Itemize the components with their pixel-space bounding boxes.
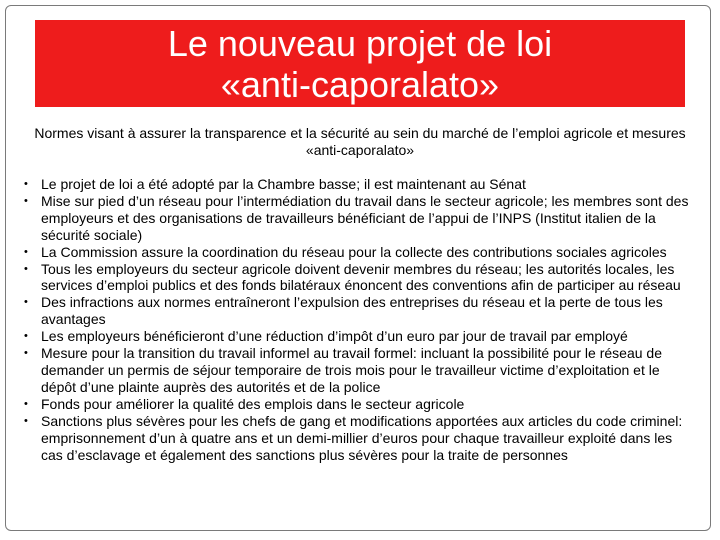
bullet-text: Mesure pour la transition du travail informel au travail formel: incluant la possibilité pour le réseau de demander un permis de séjour temporaire de trois mois pour le travailleur victime d’exploitation et le dépôt d’une plainte auprès des autorités et de la police	[41, 345, 662, 395]
bullet-dot: •	[24, 245, 28, 258]
bullet-item	[24, 261, 696, 295]
bullet-dot: •	[24, 347, 28, 360]
bullet-text: Tous les employeurs du secteur agricole doivent devenir membres du réseau; les autorités locales, les services d’emploi publics et des fonds bilatéraux énoncent des conventions afin de participer au réseau	[41, 260, 681, 294]
bullet-list	[24, 176, 696, 463]
bullet-item	[24, 328, 696, 345]
bullet-dot: •	[24, 296, 28, 309]
bullet-item	[24, 396, 696, 413]
bullet-text: Des infractions aux normes entraîneront l’expulsion des entreprises du réseau et la perte de tous les avantages	[41, 294, 663, 328]
bullet-text: Les employeurs bénéficieront d’une réduction d’impôt d’un euro par jour de travail par employé	[41, 328, 628, 345]
bullet-text: Mise sur pied d’un réseau pour l’intermédiation du travail dans le secteur agricole; les membres sont des employeurs et des organisations de travailleurs bénéficiant de l’appui de l’INPS (Institut italien de la sécurité sociale)	[41, 192, 689, 243]
bullet-text: Fonds pour améliorer la qualité des emplois dans le secteur agricole	[41, 395, 465, 412]
bullet-dot: •	[24, 330, 28, 343]
bullet-text: La Commission assure la coordination du réseau pour la collecte des contributions sociales agricoles	[41, 243, 667, 260]
bullet-item	[24, 176, 696, 193]
bullet-item	[24, 413, 696, 464]
title-line-2: «anti-caporalato»	[220, 64, 500, 105]
bullet-text: Sanctions plus sévères pour les chefs de gang et modifications apportées aux articles du code criminel: emprisonnement d’un à quatre ans et un demi-millier d’euros pour chaque travailleur exploité dans les cas d’esclavage et également des sanctions plus sévères pour la traite de personnes	[41, 412, 683, 463]
bullet-item	[24, 193, 696, 244]
title-line-1: Le nouveau projet de loi	[167, 23, 553, 64]
bullet-dot: •	[24, 194, 28, 207]
bullet-item	[24, 294, 696, 328]
bullet-text: Le projet de loi a été adopté par la Chambre basse; il est maintenant au Sénat	[41, 176, 526, 192]
bullet-dot: •	[24, 414, 28, 427]
bullet-dot: •	[24, 262, 28, 275]
bullet-dot: •	[24, 397, 28, 410]
slide-title	[35, 23, 685, 105]
title-banner	[35, 20, 685, 107]
slide-subtitle: Normes visant à assurer la transparence et la sécurité au sein du marché de l’emploi agricole et mesures «anti-caporalato»	[34, 125, 686, 158]
bullet-dot: •	[24, 178, 28, 190]
bullet-item	[24, 244, 696, 261]
bullet-item	[24, 345, 696, 396]
